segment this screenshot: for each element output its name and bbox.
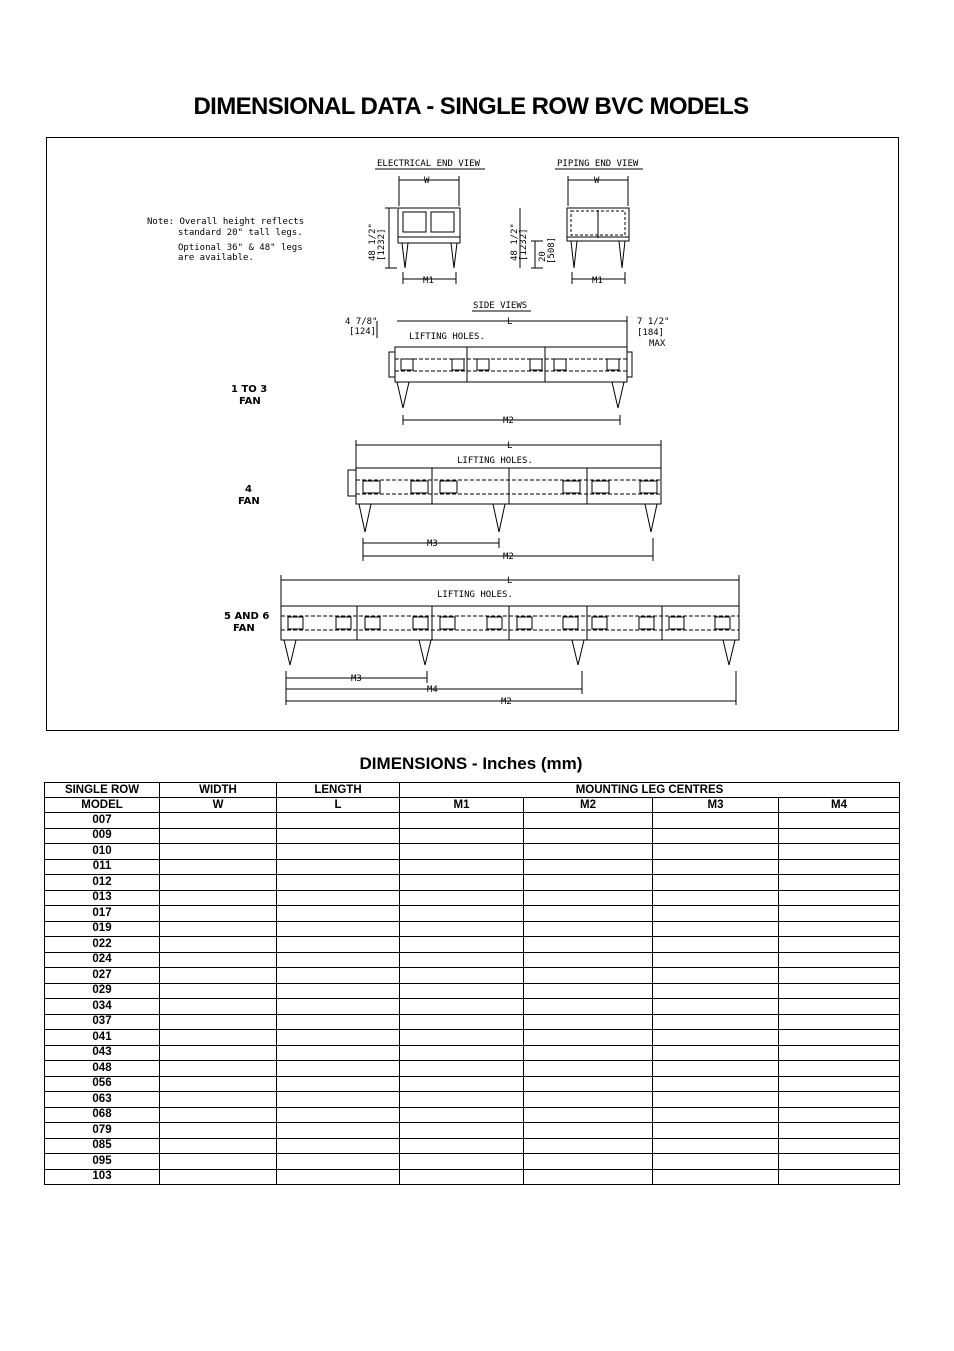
table-row — [45, 1014, 900, 1030]
model-cell: 011 — [45, 859, 160, 875]
table-row — [45, 1154, 900, 1170]
empty-dimension-cell — [524, 1014, 653, 1030]
model-cell: 010 — [45, 844, 160, 860]
empty-dimension-cell — [277, 1169, 400, 1185]
empty-dimension-cell — [400, 921, 524, 937]
empty-dimension-cell — [277, 983, 400, 999]
piping-height-in: 48 1/2" — [510, 223, 520, 261]
empty-dimension-cell — [524, 844, 653, 860]
empty-dimension-cell — [653, 890, 779, 906]
empty-dimension-cell — [653, 1123, 779, 1139]
empty-dimension-cell — [160, 813, 277, 829]
side-5-6-m3-label: M3 — [351, 674, 362, 684]
empty-dimension-cell — [653, 844, 779, 860]
empty-dimension-cell — [277, 1030, 400, 1046]
empty-dimension-cell — [524, 1061, 653, 1077]
empty-dimension-cell — [779, 1045, 900, 1061]
empty-dimension-cell — [277, 1138, 400, 1154]
empty-dimension-cell — [277, 844, 400, 860]
empty-dimension-cell — [400, 1045, 524, 1061]
empty-dimension-cell — [779, 1030, 900, 1046]
empty-dimension-cell — [400, 1169, 524, 1185]
table-row — [45, 1061, 900, 1077]
empty-dimension-cell — [779, 875, 900, 891]
table-row — [45, 1138, 900, 1154]
empty-dimension-cell — [277, 937, 400, 953]
table-row — [45, 828, 900, 844]
empty-dimension-cell — [400, 1030, 524, 1046]
empty-dimension-cell — [160, 1107, 277, 1123]
empty-dimension-cell — [160, 859, 277, 875]
empty-dimension-cell — [524, 999, 653, 1015]
empty-dimension-cell — [400, 1138, 524, 1154]
model-cell: 041 — [45, 1030, 160, 1046]
right-offset-in: 7 1/2" — [637, 317, 670, 327]
side-4-m3-label: M3 — [427, 539, 438, 549]
empty-dimension-cell — [277, 875, 400, 891]
table-row — [45, 890, 900, 906]
model-cell: 007 — [45, 813, 160, 829]
leg-height-in: 20 — [538, 251, 548, 262]
empty-dimension-cell — [524, 1169, 653, 1185]
empty-dimension-cell — [160, 875, 277, 891]
empty-dimension-cell — [524, 859, 653, 875]
empty-dimension-cell — [277, 890, 400, 906]
empty-dimension-cell — [524, 890, 653, 906]
header-m1: M1 — [400, 798, 524, 813]
empty-dimension-cell — [160, 1138, 277, 1154]
empty-dimension-cell — [277, 906, 400, 922]
header-length-sub: L — [277, 798, 400, 813]
model-cell: 013 — [45, 890, 160, 906]
model-cell: 103 — [45, 1169, 160, 1185]
note-line-2: standard 20" tall legs. — [178, 228, 303, 238]
leg-height-mm: [508] — [547, 236, 557, 264]
empty-dimension-cell — [277, 1076, 400, 1092]
empty-dimension-cell — [653, 1030, 779, 1046]
model-cell: 056 — [45, 1076, 160, 1092]
empty-dimension-cell — [277, 1045, 400, 1061]
right-offset-max: MAX — [649, 339, 666, 349]
empty-dimension-cell — [653, 1169, 779, 1185]
empty-dimension-cell — [653, 937, 779, 953]
empty-dimension-cell — [160, 983, 277, 999]
empty-dimension-cell — [779, 1014, 900, 1030]
electrical-end-view-label: ELECTRICAL END VIEW — [377, 159, 480, 169]
model-cell: 063 — [45, 1092, 160, 1108]
empty-dimension-cell — [160, 890, 277, 906]
header-m3: M3 — [653, 798, 779, 813]
empty-dimension-cell — [524, 1154, 653, 1170]
empty-dimension-cell — [160, 1092, 277, 1108]
electrical-width-label: W — [424, 176, 430, 186]
table-row — [45, 1123, 900, 1139]
empty-dimension-cell — [400, 828, 524, 844]
fan-5-6-label-b: FAN — [233, 623, 255, 634]
empty-dimension-cell — [160, 1014, 277, 1030]
empty-dimension-cell — [779, 937, 900, 953]
table-row — [45, 1107, 900, 1123]
side-4-m2-label: M2 — [503, 552, 514, 562]
empty-dimension-cell — [653, 906, 779, 922]
empty-dimension-cell — [277, 828, 400, 844]
empty-dimension-cell — [779, 1061, 900, 1077]
empty-dimension-cell — [400, 890, 524, 906]
side-5-6-m2-label: M2 — [501, 697, 512, 707]
header-model-sub: MODEL — [45, 798, 160, 813]
table-title: DIMENSIONS - Inches (mm) — [359, 754, 583, 773]
empty-dimension-cell — [653, 1107, 779, 1123]
table-row — [45, 1045, 900, 1061]
empty-dimension-cell — [277, 968, 400, 984]
empty-dimension-cell — [779, 890, 900, 906]
table-row — [45, 968, 900, 984]
empty-dimension-cell — [400, 1123, 524, 1139]
empty-dimension-cell — [524, 1123, 653, 1139]
empty-dimension-cell — [160, 937, 277, 953]
side-views-label: SIDE VIEWS — [473, 301, 528, 311]
empty-dimension-cell — [277, 859, 400, 875]
empty-dimension-cell — [400, 1092, 524, 1108]
empty-dimension-cell — [524, 875, 653, 891]
fan-4-label-a: 4 — [245, 484, 252, 495]
table-row — [45, 937, 900, 953]
empty-dimension-cell — [524, 968, 653, 984]
side-1-3-m2-label: M2 — [503, 416, 514, 426]
header-width: WIDTH — [160, 783, 277, 798]
empty-dimension-cell — [779, 1107, 900, 1123]
table-row — [45, 1030, 900, 1046]
note-line-1: Note: Overall height reflects — [147, 217, 305, 227]
empty-dimension-cell — [779, 844, 900, 860]
side-5-6-lifting-holes: LIFTING HOLES. — [437, 590, 513, 600]
empty-dimension-cell — [277, 1123, 400, 1139]
empty-dimension-cell — [524, 937, 653, 953]
table-row — [45, 875, 900, 891]
empty-dimension-cell — [277, 1061, 400, 1077]
note-line-3: Optional 36" & 48" legs — [178, 243, 303, 253]
empty-dimension-cell — [400, 906, 524, 922]
model-cell: 024 — [45, 952, 160, 968]
empty-dimension-cell — [400, 859, 524, 875]
model-cell: 022 — [45, 937, 160, 953]
header-length: LENGTH — [277, 783, 400, 798]
empty-dimension-cell — [524, 1107, 653, 1123]
electrical-height-mm: [1232] — [377, 228, 387, 261]
header-model: SINGLE ROW — [45, 783, 160, 798]
model-cell: 043 — [45, 1045, 160, 1061]
empty-dimension-cell — [400, 1107, 524, 1123]
empty-dimension-cell — [779, 983, 900, 999]
empty-dimension-cell — [524, 1030, 653, 1046]
empty-dimension-cell — [653, 983, 779, 999]
header-mounting-leg-centres: MOUNTING LEG CENTRES — [400, 783, 900, 798]
empty-dimension-cell — [160, 921, 277, 937]
empty-dimension-cell — [160, 968, 277, 984]
empty-dimension-cell — [653, 1092, 779, 1108]
header-width-sub: W — [160, 798, 277, 813]
empty-dimension-cell — [160, 952, 277, 968]
empty-dimension-cell — [160, 828, 277, 844]
empty-dimension-cell — [779, 859, 900, 875]
piping-m1-label: M1 — [592, 276, 603, 286]
empty-dimension-cell — [277, 921, 400, 937]
model-cell: 079 — [45, 1123, 160, 1139]
empty-dimension-cell — [524, 1045, 653, 1061]
table-row — [45, 1092, 900, 1108]
note-line-4: are available. — [178, 253, 254, 263]
empty-dimension-cell — [277, 1154, 400, 1170]
table-row — [45, 1076, 900, 1092]
empty-dimension-cell — [653, 875, 779, 891]
empty-dimension-cell — [400, 937, 524, 953]
empty-dimension-cell — [524, 983, 653, 999]
fan-5-6-label-a: 5 AND 6 — [224, 611, 270, 622]
table-row — [45, 859, 900, 875]
empty-dimension-cell — [277, 1107, 400, 1123]
empty-dimension-cell — [653, 1014, 779, 1030]
table-row — [45, 999, 900, 1015]
empty-dimension-cell — [779, 906, 900, 922]
side-5-6-m4-label: M4 — [427, 685, 438, 695]
empty-dimension-cell — [653, 813, 779, 829]
empty-dimension-cell — [653, 859, 779, 875]
empty-dimension-cell — [524, 906, 653, 922]
model-cell: 027 — [45, 968, 160, 984]
side-1-3-length-label: L — [507, 317, 513, 327]
empty-dimension-cell — [779, 1076, 900, 1092]
dimensions-table — [44, 782, 900, 1185]
empty-dimension-cell — [524, 813, 653, 829]
empty-dimension-cell — [779, 1092, 900, 1108]
side-4-length-label: L — [507, 441, 513, 451]
empty-dimension-cell — [779, 921, 900, 937]
empty-dimension-cell — [524, 921, 653, 937]
empty-dimension-cell — [400, 968, 524, 984]
page-title: DIMENSIONAL DATA - SINGLE ROW BVC MODELS — [193, 93, 749, 120]
dimensions-table-body — [45, 813, 900, 1185]
model-cell: 068 — [45, 1107, 160, 1123]
empty-dimension-cell — [277, 1092, 400, 1108]
dimension-drawing — [47, 138, 900, 732]
model-cell: 095 — [45, 1154, 160, 1170]
empty-dimension-cell — [400, 1154, 524, 1170]
table-row — [45, 906, 900, 922]
empty-dimension-cell — [160, 1061, 277, 1077]
empty-dimension-cell — [160, 1123, 277, 1139]
model-cell: 037 — [45, 1014, 160, 1030]
empty-dimension-cell — [779, 999, 900, 1015]
left-offset-mm: [124] — [349, 327, 377, 337]
empty-dimension-cell — [779, 968, 900, 984]
empty-dimension-cell — [653, 1076, 779, 1092]
empty-dimension-cell — [277, 952, 400, 968]
side-4-lifting-holes: LIFTING HOLES. — [457, 456, 533, 466]
side-5-6-length-label: L — [507, 576, 513, 586]
empty-dimension-cell — [524, 828, 653, 844]
header-m2: M2 — [524, 798, 653, 813]
piping-width-label: W — [594, 176, 600, 186]
header-m4: M4 — [779, 798, 900, 813]
empty-dimension-cell — [653, 1045, 779, 1061]
model-cell: 012 — [45, 875, 160, 891]
model-cell: 017 — [45, 906, 160, 922]
empty-dimension-cell — [160, 1154, 277, 1170]
empty-dimension-cell — [160, 1076, 277, 1092]
model-cell: 029 — [45, 983, 160, 999]
empty-dimension-cell — [400, 813, 524, 829]
empty-dimension-cell — [160, 1045, 277, 1061]
empty-dimension-cell — [400, 952, 524, 968]
empty-dimension-cell — [160, 1030, 277, 1046]
empty-dimension-cell — [160, 999, 277, 1015]
empty-dimension-cell — [779, 1123, 900, 1139]
table-row — [45, 921, 900, 937]
table-row — [45, 952, 900, 968]
empty-dimension-cell — [653, 999, 779, 1015]
empty-dimension-cell — [160, 906, 277, 922]
empty-dimension-cell — [653, 968, 779, 984]
empty-dimension-cell — [653, 1138, 779, 1154]
fan-1-3-label-a: 1 TO 3 — [231, 384, 268, 395]
dimension-drawing-frame — [46, 137, 899, 731]
table-row — [45, 983, 900, 999]
empty-dimension-cell — [400, 999, 524, 1015]
empty-dimension-cell — [779, 813, 900, 829]
piping-end-view-label: PIPING END VIEW — [557, 159, 639, 169]
empty-dimension-cell — [277, 999, 400, 1015]
empty-dimension-cell — [653, 1154, 779, 1170]
piping-height-mm: [1232] — [519, 228, 529, 261]
side-1-3-lifting-holes: LIFTING HOLES. — [409, 332, 485, 342]
empty-dimension-cell — [653, 952, 779, 968]
model-cell: 019 — [45, 921, 160, 937]
empty-dimension-cell — [400, 875, 524, 891]
fan-1-3-label-b: FAN — [239, 396, 261, 407]
empty-dimension-cell — [653, 1061, 779, 1077]
empty-dimension-cell — [524, 1138, 653, 1154]
empty-dimension-cell — [400, 1014, 524, 1030]
empty-dimension-cell — [400, 1076, 524, 1092]
empty-dimension-cell — [400, 983, 524, 999]
empty-dimension-cell — [779, 952, 900, 968]
empty-dimension-cell — [779, 1169, 900, 1185]
empty-dimension-cell — [160, 1169, 277, 1185]
electrical-m1-label: M1 — [423, 276, 434, 286]
empty-dimension-cell — [653, 921, 779, 937]
empty-dimension-cell — [524, 1076, 653, 1092]
empty-dimension-cell — [400, 844, 524, 860]
empty-dimension-cell — [524, 1092, 653, 1108]
table-row — [45, 1169, 900, 1185]
empty-dimension-cell — [653, 828, 779, 844]
table-row — [45, 844, 900, 860]
empty-dimension-cell — [779, 828, 900, 844]
model-cell: 048 — [45, 1061, 160, 1077]
table-row — [45, 813, 900, 829]
left-offset-in: 4 7/8" — [345, 317, 378, 327]
model-cell: 085 — [45, 1138, 160, 1154]
right-offset-mm: [184] — [637, 328, 665, 338]
empty-dimension-cell — [779, 1154, 900, 1170]
empty-dimension-cell — [277, 1014, 400, 1030]
electrical-height-in: 48 1/2" — [368, 223, 378, 261]
empty-dimension-cell — [160, 844, 277, 860]
empty-dimension-cell — [400, 1061, 524, 1077]
model-cell: 034 — [45, 999, 160, 1015]
model-cell: 009 — [45, 828, 160, 844]
fan-4-label-b: FAN — [238, 496, 260, 507]
empty-dimension-cell — [779, 1138, 900, 1154]
empty-dimension-cell — [277, 813, 400, 829]
empty-dimension-cell — [524, 952, 653, 968]
